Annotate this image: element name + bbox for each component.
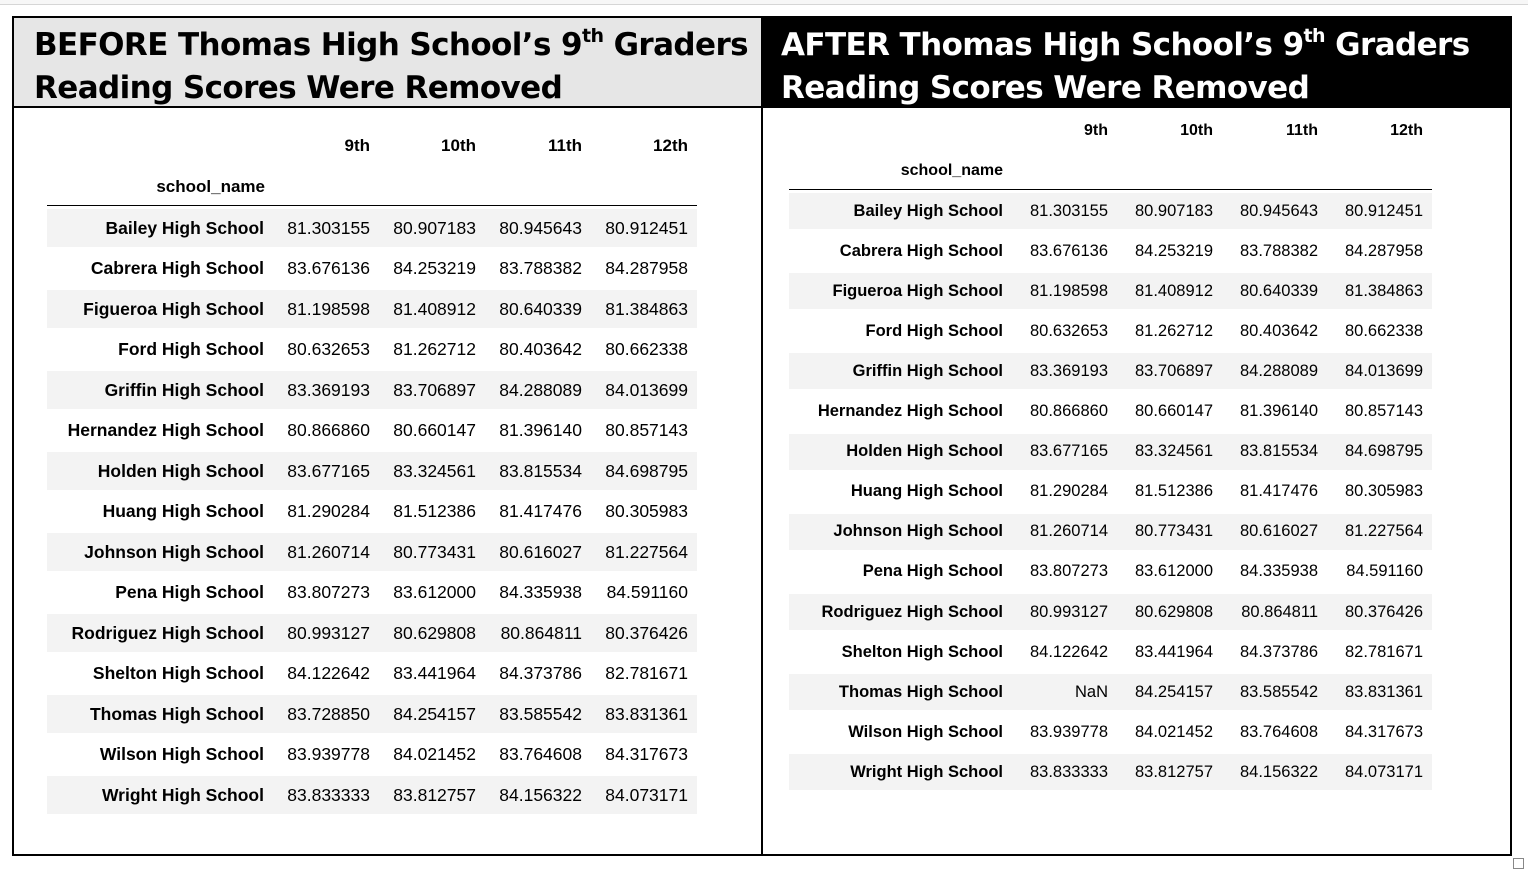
score-cell: 84.335938 [1240, 562, 1318, 581]
score-cell: 83.441964 [1135, 642, 1213, 661]
score-cell: 84.254157 [1135, 682, 1213, 701]
score-cell: 80.945643 [499, 217, 582, 238]
score-cell: 80.632653 [1030, 321, 1108, 340]
school-name-cell: Ford High School [865, 321, 1003, 340]
score-cell: 83.831361 [1345, 682, 1423, 701]
score-cell: 80.945643 [1240, 201, 1318, 220]
school-name-cell: Griffin High School [104, 379, 264, 400]
score-cell: 80.305983 [1345, 482, 1423, 501]
before-col-header: 10th [441, 136, 476, 155]
school-name-cell: Ford High School [118, 339, 264, 359]
score-cell: 80.640339 [499, 298, 582, 319]
school-name-cell: Hernandez High School [67, 420, 264, 440]
score-cell: 83.324561 [393, 460, 476, 481]
school-name-cell: Rodriguez High School [71, 622, 264, 643]
score-cell: 84.317673 [1345, 722, 1423, 741]
score-cell: 81.303155 [287, 217, 370, 238]
after-title-suffix: Graders [1324, 27, 1470, 63]
score-cell: 80.376426 [605, 622, 688, 643]
table-row [789, 273, 1432, 309]
table-row [789, 554, 1432, 590]
before-index-label: school_name [156, 177, 265, 196]
before-header [14, 18, 761, 108]
score-cell: 84.253219 [1135, 241, 1213, 260]
score-cell: 81.512386 [1135, 482, 1213, 501]
before-title-line1 [34, 24, 761, 67]
score-cell: 84.591160 [606, 582, 688, 602]
score-cell: 81.260714 [287, 541, 370, 562]
score-cell: 80.660147 [1135, 402, 1213, 420]
after-col-header: 11th [1285, 122, 1318, 139]
score-cell: 80.912451 [605, 217, 688, 238]
score-cell: 80.993127 [1030, 602, 1108, 621]
score-cell: 84.591160 [1346, 562, 1423, 581]
score-cell: 84.373786 [499, 663, 582, 683]
score-cell: 84.013699 [1345, 361, 1423, 380]
score-cell: 81.198598 [1030, 281, 1108, 300]
before-title-suffix: Graders [603, 27, 748, 63]
resize-handle[interactable] [1513, 858, 1524, 869]
school-name-cell: Rodriguez High School [821, 602, 1003, 621]
school-name-cell: Wright High School [101, 784, 264, 805]
panel-divider [761, 16, 763, 856]
score-cell: 81.396140 [499, 420, 582, 440]
score-cell: 83.812757 [1135, 762, 1213, 781]
table-row [47, 331, 697, 369]
score-cell: 83.585542 [1240, 682, 1318, 701]
score-cell: 80.660147 [393, 420, 476, 440]
score-cell: 80.616027 [499, 541, 582, 562]
score-cell: 83.676136 [287, 258, 370, 278]
score-cell: 83.612000 [393, 582, 476, 602]
table-row [789, 754, 1432, 790]
score-cell: 81.384863 [1345, 281, 1423, 300]
score-cell: 84.013699 [605, 379, 688, 400]
after-col-header: 12th [1390, 122, 1423, 139]
table-row [47, 574, 697, 612]
score-cell: 84.288089 [499, 379, 582, 400]
table-row [789, 233, 1432, 269]
score-cell: 81.227564 [605, 541, 688, 562]
score-cell: 83.441964 [393, 663, 476, 683]
score-cell: 83.764608 [1240, 722, 1318, 741]
school-name-cell: Holden High School [97, 460, 264, 481]
after-title-line2: Reading Scores Were Removed [781, 70, 1310, 106]
score-cell: 84.287958 [605, 258, 688, 278]
before-col-header: 11th [547, 136, 582, 155]
score-cell: 84.317673 [605, 744, 688, 764]
after-title-prefix: AFTER Thomas High School’s 9 [781, 27, 1304, 63]
score-cell: 80.305983 [605, 501, 688, 521]
score-cell: 84.122642 [287, 663, 370, 683]
school-name-cell: Pena High School [862, 562, 1003, 581]
score-cell: 83.764608 [499, 744, 582, 764]
score-cell: 84.287958 [1345, 241, 1423, 260]
after-title-line1 [781, 24, 1510, 67]
score-cell: 81.303155 [1030, 201, 1108, 220]
score-cell: 80.403642 [499, 339, 582, 359]
score-cell: 80.907183 [393, 217, 476, 238]
score-cell: 83.324561 [1135, 442, 1213, 461]
score-cell: 84.698795 [1345, 442, 1423, 461]
score-cell: 81.384863 [605, 298, 688, 319]
school-name-cell: Thomas High School [89, 703, 264, 724]
school-name-cell: Cabrera High School [839, 241, 1003, 260]
score-cell: 80.864811 [1241, 602, 1318, 621]
score-cell: 82.781671 [1345, 642, 1423, 661]
score-cell: 80.857143 [605, 420, 688, 440]
table-row [47, 655, 697, 693]
after-col-header: 9th [1084, 122, 1108, 139]
before-header-rule [47, 205, 697, 206]
table-row [47, 412, 697, 450]
before-col-header: 9th [344, 136, 370, 155]
score-cell: 80.857143 [1345, 402, 1423, 420]
table-row [47, 776, 697, 814]
score-cell: 83.815534 [1240, 442, 1318, 461]
table-row [47, 533, 697, 571]
score-cell: 83.369193 [287, 379, 370, 400]
score-cell: 83.939778 [287, 744, 370, 764]
school-name-cell: Bailey High School [853, 201, 1003, 220]
score-cell: 80.629808 [393, 622, 476, 643]
score-cell: 80.773431 [393, 541, 476, 562]
score-cell: 80.864811 [500, 622, 582, 643]
score-cell: 84.698795 [605, 460, 688, 481]
school-name-cell: Holden High School [846, 442, 1003, 461]
score-cell: 83.788382 [499, 258, 582, 278]
score-cell: 81.417476 [1240, 482, 1318, 501]
score-cell: 80.907183 [1135, 201, 1213, 220]
table-row [789, 434, 1432, 470]
score-cell: 84.335938 [499, 582, 582, 602]
table-row [47, 695, 697, 733]
after-title-sup: th [1303, 24, 1325, 47]
score-cell: 83.939778 [1030, 722, 1108, 741]
school-name-cell: Wilson High School [848, 722, 1003, 741]
score-cell: 83.815534 [499, 460, 582, 481]
school-name-cell: Wright High School [850, 762, 1003, 781]
school-name-cell: Figueroa High School [832, 281, 1003, 300]
score-cell: 81.290284 [1030, 482, 1108, 501]
score-cell: 83.833333 [287, 784, 370, 805]
score-cell: 81.227564 [1345, 522, 1423, 541]
score-cell: 84.373786 [1240, 642, 1318, 661]
school-name-cell: Hernandez High School [817, 402, 1003, 420]
school-name-cell: Figueroa High School [83, 298, 264, 319]
table-row [789, 714, 1432, 750]
score-cell: 81.198598 [287, 298, 370, 319]
score-cell: 83.677165 [287, 460, 370, 481]
after-col-header: 10th [1180, 122, 1213, 139]
before-title-line2: Reading Scores Were Removed [34, 70, 563, 106]
score-cell: 83.369193 [1030, 361, 1108, 380]
before-title-prefix: BEFORE Thomas High School’s 9 [34, 27, 582, 63]
score-cell: 83.706897 [1135, 361, 1213, 380]
score-cell: 84.253219 [393, 258, 476, 278]
school-name-cell: Huang High School [102, 501, 264, 521]
score-cell: 80.629808 [1135, 602, 1213, 621]
score-cell: 80.403642 [1240, 321, 1318, 340]
score-cell: 80.866860 [287, 420, 370, 440]
score-cell: 80.866860 [1030, 402, 1108, 420]
table-row [789, 353, 1432, 389]
school-name-cell: Johnson High School [84, 541, 264, 562]
score-cell: 83.812757 [393, 784, 476, 805]
score-cell: 80.376426 [1345, 602, 1423, 621]
before-col-header: 12th [653, 136, 688, 155]
school-name-cell: Griffin High School [852, 361, 1003, 380]
school-name-cell: Pena High School [115, 582, 264, 602]
table-row [789, 674, 1432, 710]
score-cell: 81.417476 [499, 501, 582, 521]
table-row [789, 313, 1432, 349]
after-index-label: school_name [900, 162, 1003, 179]
score-cell: 83.676136 [1030, 241, 1108, 260]
school-name-cell: Huang High School [850, 482, 1003, 501]
score-cell: 81.290284 [287, 501, 370, 521]
score-cell: 83.612000 [1135, 562, 1213, 581]
score-cell: 84.288089 [1240, 361, 1318, 380]
school-name-cell: Johnson High School [833, 522, 1003, 541]
score-cell: 80.993127 [287, 622, 370, 643]
table-row [47, 452, 697, 490]
table-row [47, 493, 697, 531]
score-cell: 83.728850 [287, 703, 370, 724]
table-row [47, 371, 697, 409]
score-cell: 84.021452 [1135, 722, 1213, 741]
table-row [47, 736, 697, 774]
table-row [47, 614, 697, 652]
score-cell: 81.262712 [393, 339, 476, 359]
score-cell: 84.254157 [393, 703, 476, 724]
table-row [47, 209, 697, 247]
score-cell: 84.021452 [393, 744, 476, 764]
score-cell: 84.073171 [605, 784, 688, 805]
score-cell: 84.156322 [499, 784, 582, 805]
school-name-cell: Cabrera High School [90, 258, 264, 278]
table-row [47, 250, 697, 288]
school-name-cell: Shelton High School [92, 663, 264, 683]
table-row [789, 474, 1432, 510]
score-cell: 83.807273 [287, 582, 370, 602]
score-cell: 81.396140 [1240, 402, 1318, 420]
score-cell: 83.788382 [1240, 241, 1318, 260]
table-row [789, 514, 1432, 550]
score-cell: 80.662338 [1345, 321, 1423, 340]
school-name-cell: Shelton High School [841, 642, 1003, 661]
score-cell: 80.912451 [1345, 201, 1423, 220]
table-row [789, 594, 1432, 630]
score-cell: 80.640339 [1240, 281, 1318, 300]
score-cell: 81.262712 [1135, 321, 1213, 340]
school-name-cell: Thomas High School [838, 682, 1003, 701]
table-row [47, 290, 697, 328]
score-cell: 83.833333 [1030, 762, 1108, 781]
school-name-cell: Wilson High School [99, 744, 264, 764]
score-cell: 83.831361 [605, 703, 688, 724]
score-cell: 81.408912 [1135, 281, 1213, 300]
score-cell: 81.512386 [393, 501, 476, 521]
window-top-strip [0, 0, 1528, 5]
before-title-sup: th [581, 24, 604, 47]
score-cell: 80.662338 [605, 339, 688, 359]
score-cell: NaN [1074, 682, 1108, 701]
table-row [789, 634, 1432, 670]
after-header-rule [789, 189, 1432, 190]
after-header [763, 18, 1510, 108]
score-cell: 80.773431 [1135, 522, 1213, 541]
score-cell: 81.408912 [393, 298, 476, 319]
score-cell: 84.122642 [1030, 642, 1108, 661]
score-cell: 81.260714 [1030, 522, 1108, 541]
score-cell: 83.585542 [499, 703, 582, 724]
score-cell: 80.632653 [287, 339, 370, 359]
score-cell: 84.156322 [1240, 762, 1318, 781]
school-name-cell: Bailey High School [105, 217, 264, 238]
score-cell: 82.781671 [605, 663, 688, 683]
score-cell: 84.073171 [1345, 762, 1423, 781]
table-row [789, 193, 1432, 229]
score-cell: 83.807273 [1030, 562, 1108, 581]
score-cell: 83.677165 [1030, 442, 1108, 461]
score-cell: 83.706897 [393, 379, 476, 400]
table-row [789, 394, 1432, 430]
score-cell: 80.616027 [1240, 522, 1318, 541]
